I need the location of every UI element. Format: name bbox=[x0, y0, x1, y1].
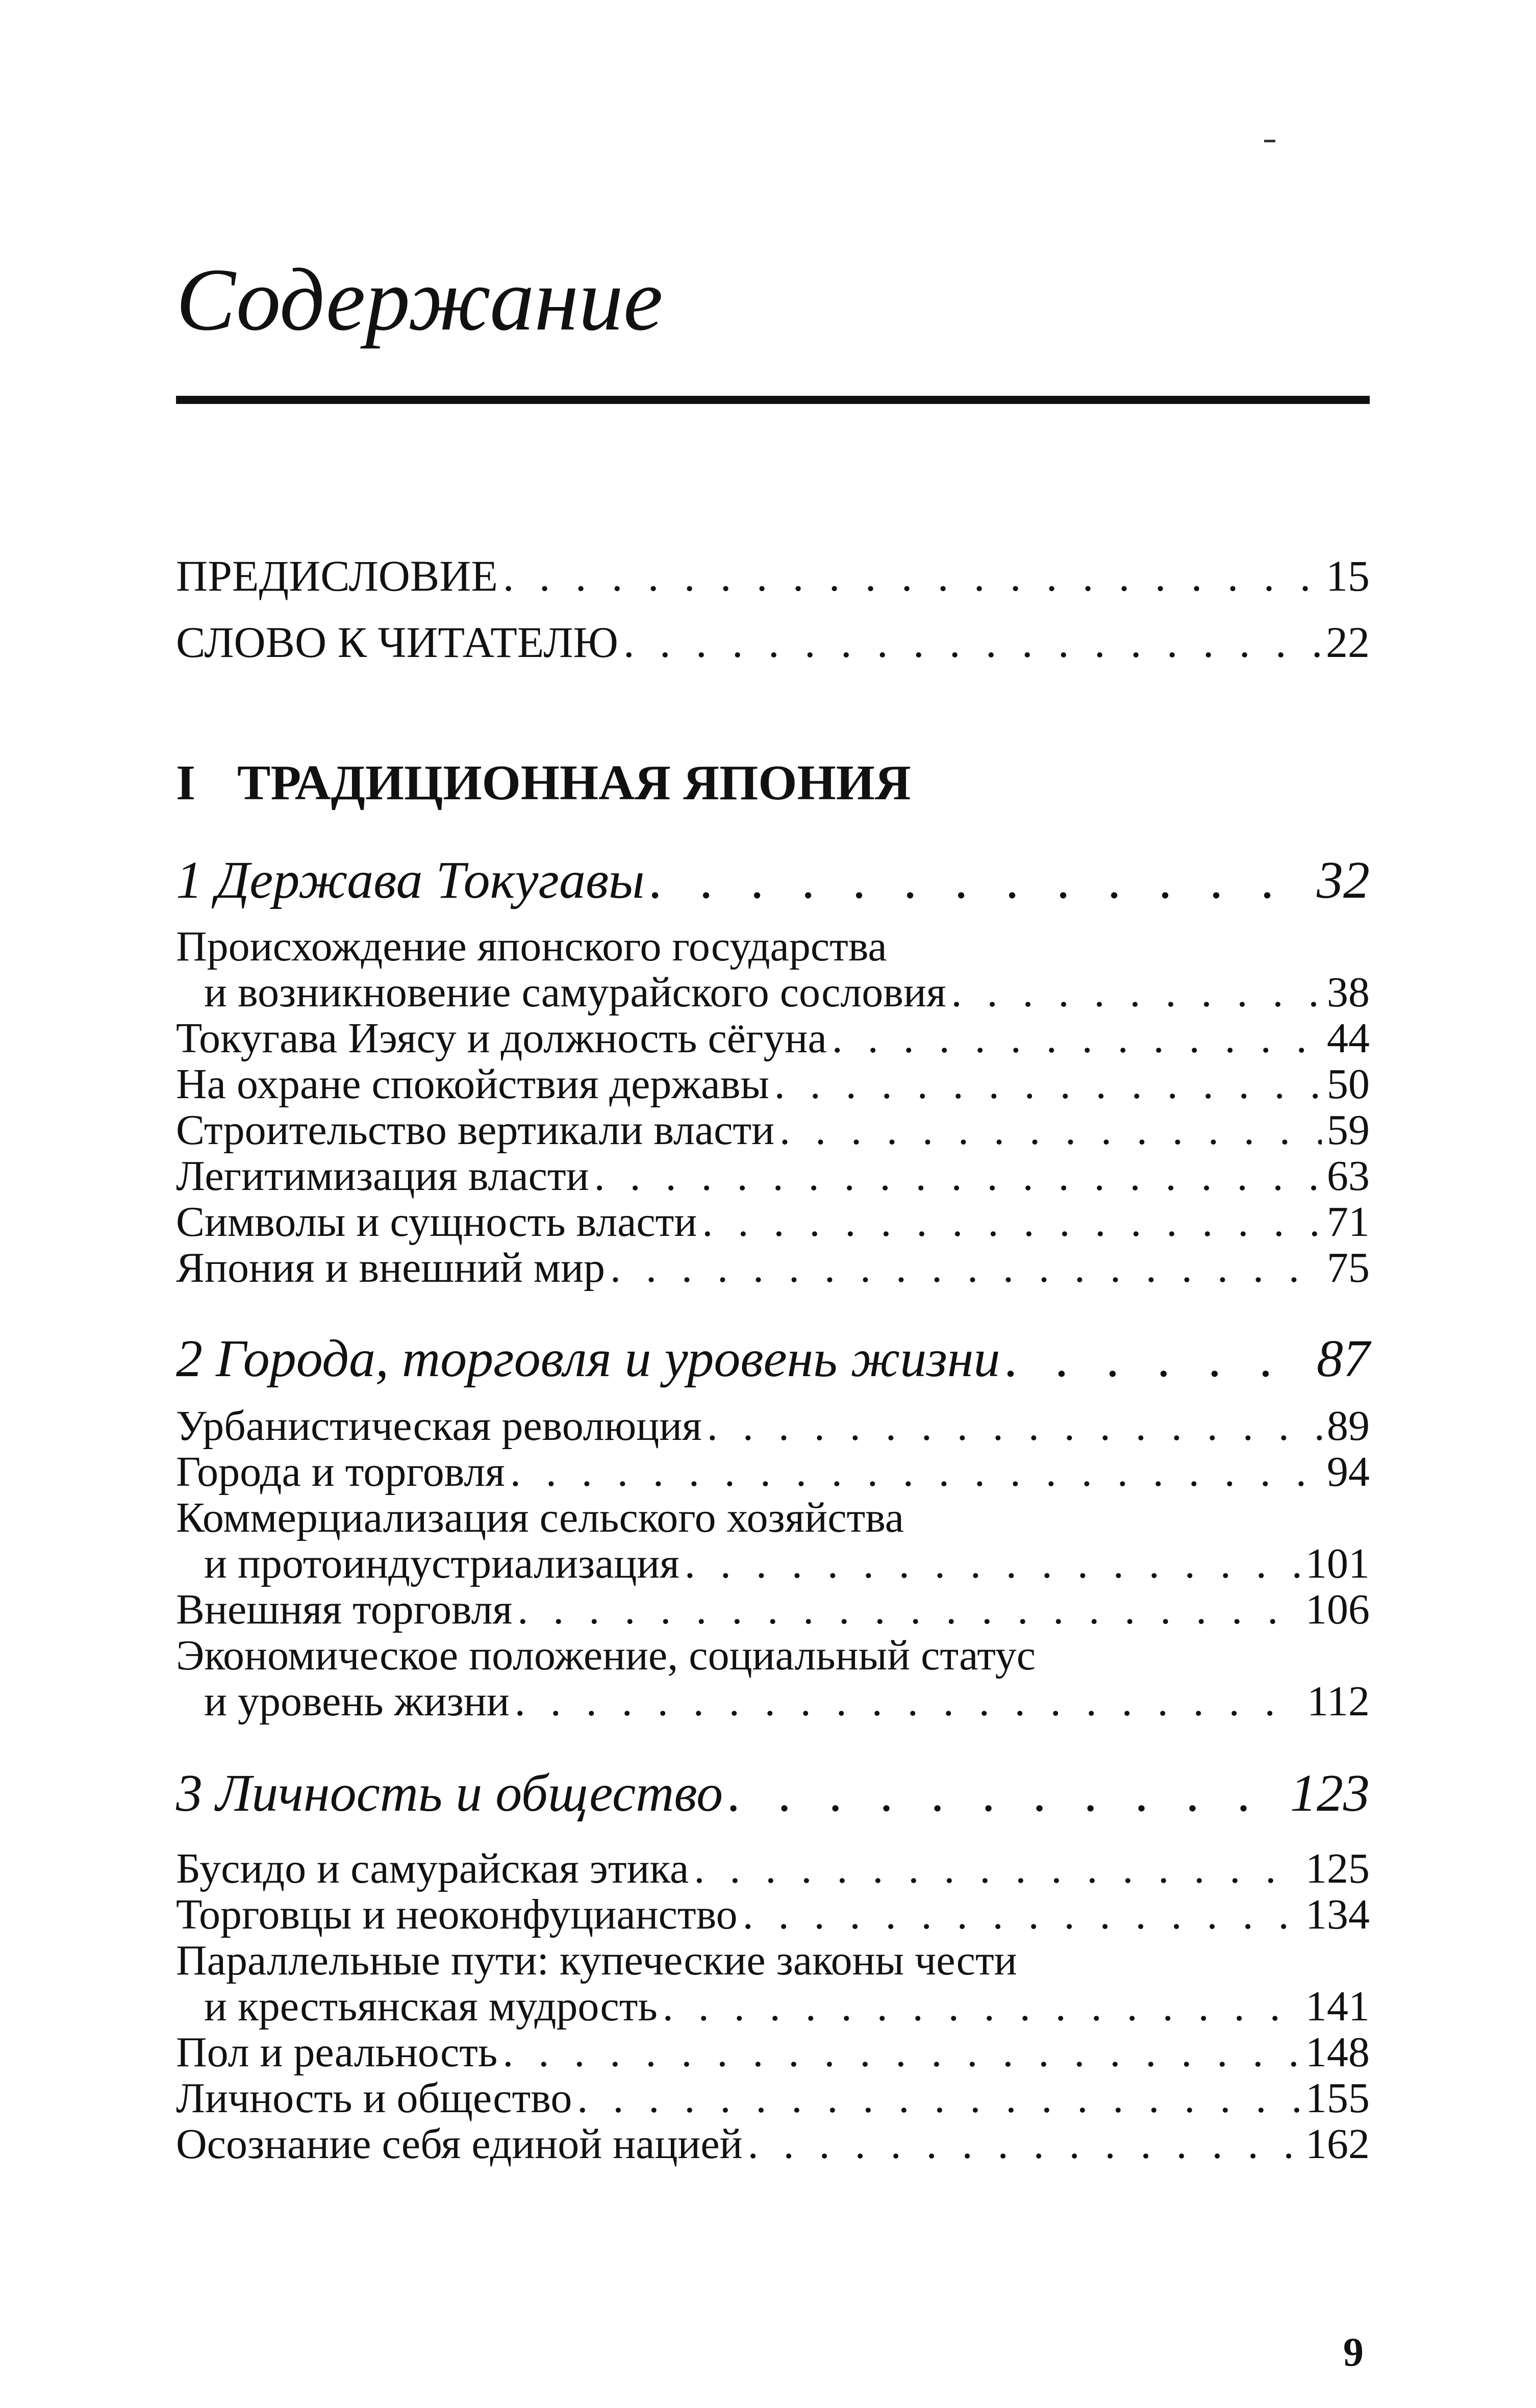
toc-entry bbox=[204, 1985, 1370, 2028]
dot-leader bbox=[594, 1155, 1322, 1198]
toc-entry-label: и крестьянская мудрость bbox=[204, 1983, 658, 2030]
toc-entry-label: Торговцы и неоконфуцианство bbox=[176, 1891, 738, 1938]
dot-leader bbox=[694, 1847, 1300, 1890]
dot-leader bbox=[748, 2123, 1300, 2166]
chapter-title: 2 Города, торговля и уровень жизни bbox=[176, 1329, 1000, 1388]
toc-entry-page: 89 bbox=[1327, 1402, 1370, 1450]
toc-entry bbox=[176, 2120, 1370, 2168]
toc-entry bbox=[176, 1106, 1370, 1154]
dot-leader bbox=[610, 1247, 1322, 1289]
dot-leader bbox=[774, 1063, 1322, 1106]
dot-leader bbox=[728, 1767, 1285, 1820]
dot-leader bbox=[663, 1985, 1300, 2028]
toc-entry-label: Япония и внешний мир bbox=[176, 1244, 606, 1291]
chapter-heading bbox=[176, 1329, 1370, 1388]
toc-entry-page: 162 bbox=[1305, 2120, 1370, 2168]
toc-entry bbox=[176, 2074, 1370, 2122]
toc-entry bbox=[176, 1893, 1370, 1936]
toc-entry-label: СЛОВО К ЧИТАТЕЛЮ bbox=[176, 618, 618, 667]
toc-entry-page: 155 bbox=[1305, 2074, 1370, 2122]
part-heading bbox=[176, 755, 911, 810]
title-rule bbox=[176, 396, 1370, 404]
toc-entry bbox=[176, 1198, 1370, 1246]
toc-entry bbox=[204, 971, 1370, 1014]
toc-entry-label: и уровень жизни bbox=[204, 1678, 510, 1725]
chapter-page: 32 bbox=[1317, 851, 1370, 909]
toc-entry-label: Строительство вертикали власти bbox=[176, 1106, 775, 1154]
toc-entry-line: Параллельные пути: купеческие законы чести bbox=[176, 1937, 1017, 1984]
dot-leader bbox=[832, 1017, 1322, 1060]
toc-entry-label: Города и торговля bbox=[176, 1448, 505, 1496]
toc-entry-page: 101 bbox=[1305, 1540, 1370, 1587]
toc-entry bbox=[176, 1152, 1370, 1200]
toc-entry-page: 112 bbox=[1307, 1678, 1370, 1725]
page-title: Содержание bbox=[176, 250, 663, 349]
dot-leader bbox=[650, 854, 1312, 907]
toc-entry bbox=[204, 1680, 1370, 1723]
toc-entry-page: 15 bbox=[1326, 551, 1370, 600]
page-number: 9 bbox=[1343, 2330, 1364, 2375]
chapter-heading bbox=[176, 851, 1370, 909]
toc-entry-word-to-reader bbox=[176, 618, 1370, 667]
toc-entry-label: На охране спокойствия державы bbox=[176, 1060, 769, 1108]
toc-entry-label: Внешняя торговля bbox=[176, 1586, 513, 1633]
dot-leader bbox=[707, 1405, 1322, 1448]
toc-entry-label: и протоиндустриализация bbox=[204, 1540, 679, 1587]
toc-entry-page: 141 bbox=[1305, 1983, 1370, 2030]
dot-leader bbox=[502, 2031, 1300, 2074]
dot-leader bbox=[503, 554, 1321, 598]
toc-entry bbox=[176, 1847, 1370, 1890]
chapter-title: 3 Личность и общество bbox=[176, 1764, 723, 1822]
toc-entry-line: Экономическое положение, социальный статус bbox=[176, 1632, 1036, 1679]
toc-entry-page: 94 bbox=[1327, 1448, 1370, 1496]
part-number: I bbox=[176, 755, 196, 810]
toc-entry bbox=[176, 1017, 1370, 1060]
toc-entry-page: 50 bbox=[1327, 1060, 1370, 1108]
dot-leader bbox=[515, 1680, 1302, 1723]
toc-entry bbox=[176, 2031, 1370, 2074]
dot-leader bbox=[743, 1893, 1300, 1936]
toc-entry-page: 148 bbox=[1305, 2029, 1370, 2076]
dot-leader bbox=[951, 971, 1322, 1014]
toc-entry-page: 71 bbox=[1327, 1198, 1370, 1246]
dot-leader bbox=[702, 1201, 1322, 1244]
stray-mark bbox=[1264, 140, 1275, 142]
chapter-heading bbox=[176, 1764, 1370, 1822]
toc-entry-page: 63 bbox=[1327, 1152, 1370, 1200]
toc-entry-line: Происхождение японского государства bbox=[176, 923, 887, 970]
dot-leader bbox=[623, 620, 1321, 664]
dot-leader bbox=[517, 1588, 1300, 1631]
toc-entry-label: и возникновение самурайского сословия bbox=[204, 969, 946, 1016]
toc-entry-page: 106 bbox=[1305, 1586, 1370, 1633]
toc-entry-line: Коммерциализация сельского хозяйства bbox=[176, 1494, 904, 1541]
toc-entry-page: 38 bbox=[1327, 969, 1370, 1016]
toc-entry-label: Личность и общество bbox=[176, 2074, 572, 2122]
toc-entry-label: Бусидо и самурайская этика bbox=[176, 1845, 689, 1892]
toc-entry bbox=[176, 1448, 1370, 1496]
chapter-title: 1 Держава Токугавы bbox=[176, 851, 645, 909]
dot-leader bbox=[510, 1451, 1322, 1493]
toc-entry bbox=[204, 1542, 1370, 1585]
toc-entry bbox=[176, 1060, 1370, 1108]
dot-leader bbox=[577, 2077, 1300, 2120]
toc-entry-label: ПРЕДИСЛОВИЕ bbox=[176, 551, 498, 600]
part-title: ТРАДИЦИОННАЯ ЯПОНИЯ bbox=[237, 755, 911, 810]
dot-leader bbox=[685, 1542, 1300, 1585]
toc-entry bbox=[176, 1588, 1370, 1631]
toc-entry-page: 22 bbox=[1326, 618, 1370, 667]
dot-leader bbox=[779, 1109, 1322, 1152]
toc-entry bbox=[176, 1244, 1370, 1291]
toc-entry-label: Пол и реальность bbox=[176, 2029, 498, 2076]
toc-entry-label: Токугава Иэясу и должность сёгуна bbox=[176, 1015, 827, 1062]
toc-entry bbox=[176, 1402, 1370, 1450]
toc-entry-page: 44 bbox=[1327, 1015, 1370, 1062]
toc-entry-page: 59 bbox=[1327, 1106, 1370, 1154]
toc-entry-page: 134 bbox=[1305, 1891, 1370, 1938]
toc-entry-preface bbox=[176, 551, 1370, 600]
chapter-page: 123 bbox=[1290, 1764, 1370, 1822]
toc-entry-page: 75 bbox=[1327, 1244, 1370, 1291]
toc-entry-label: Урбанистическая революция bbox=[176, 1402, 702, 1450]
toc-entry-page: 125 bbox=[1305, 1845, 1370, 1892]
toc-entry-label: Легитимизация власти bbox=[176, 1152, 589, 1200]
chapter-page: 87 bbox=[1317, 1329, 1370, 1388]
dot-leader bbox=[1005, 1332, 1312, 1385]
toc-entry-label: Символы и сущность власти bbox=[176, 1198, 697, 1246]
toc-entry-label: Осознание себя единой нацией bbox=[176, 2120, 743, 2168]
